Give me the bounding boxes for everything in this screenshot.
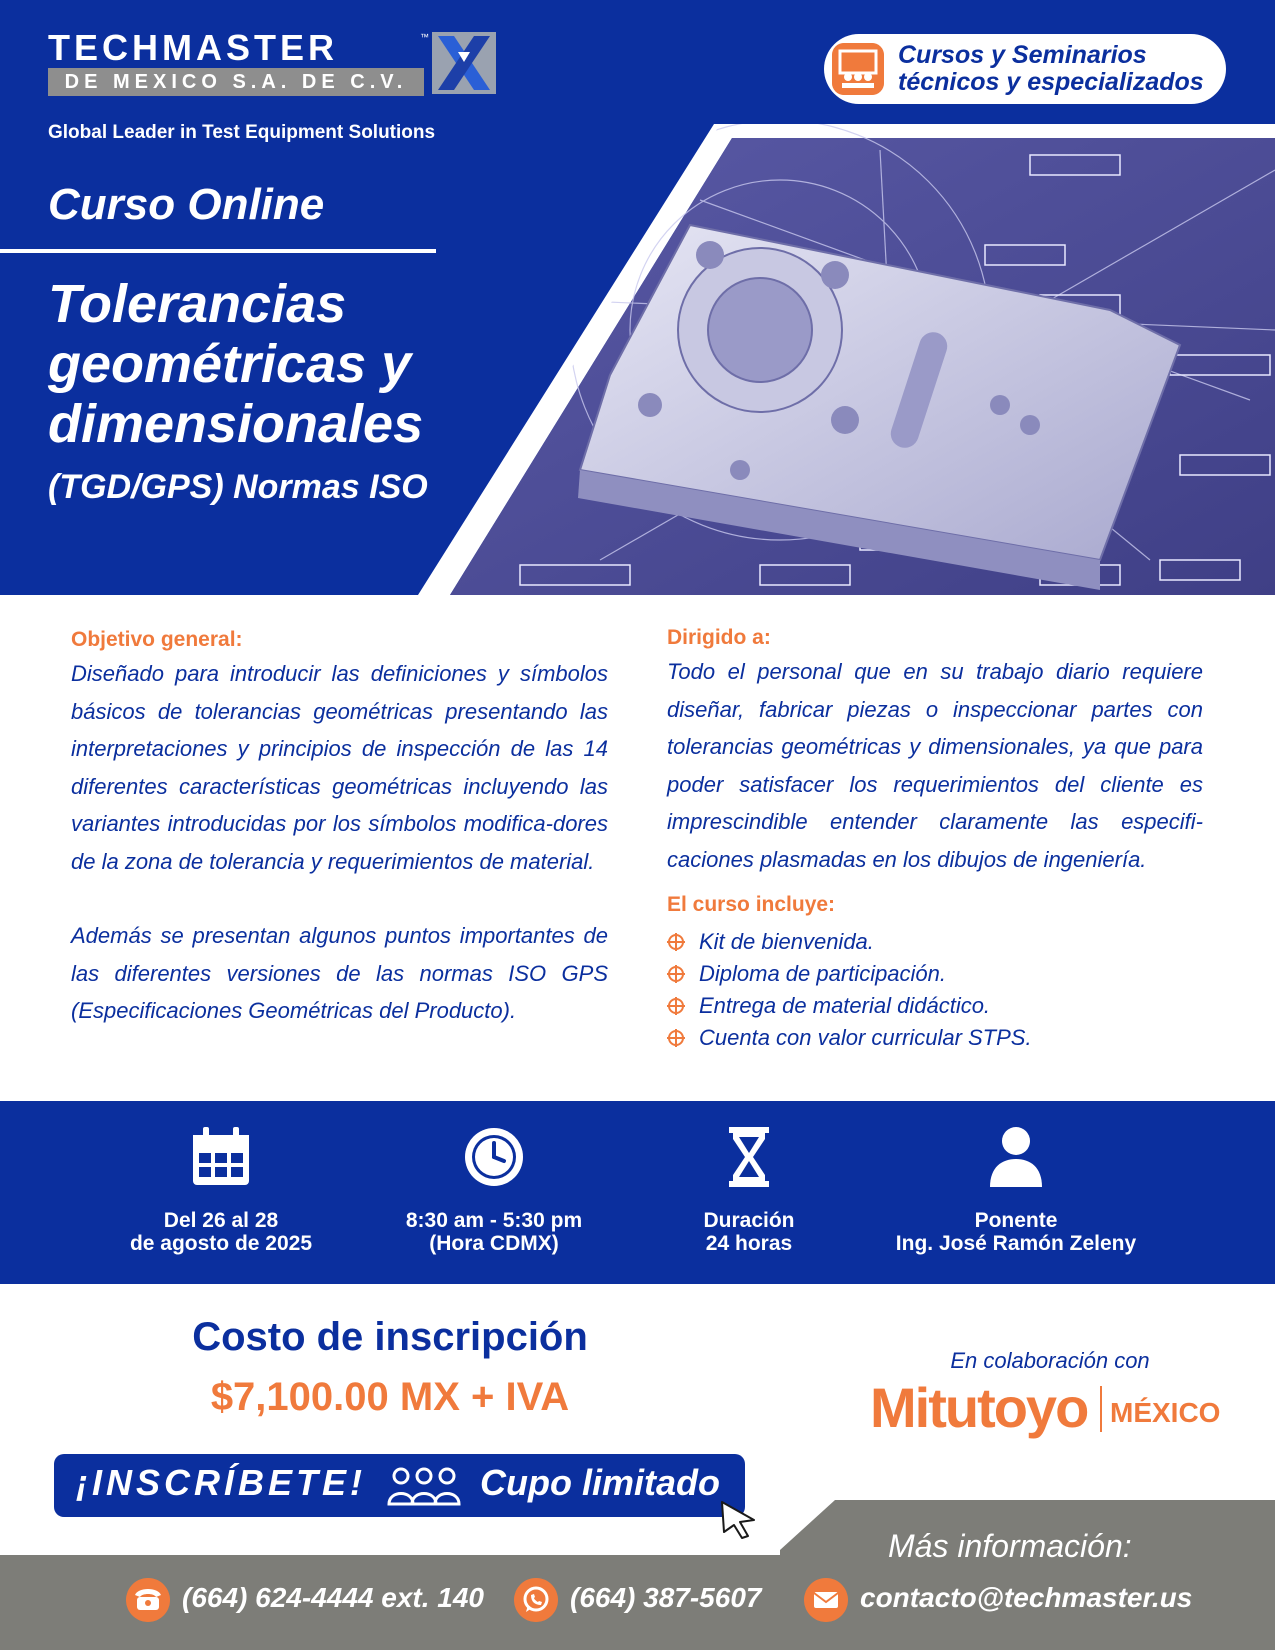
badge-line1: Cursos y Seminarios [898,41,1147,69]
list-item [667,958,1203,990]
includes-item-label: Entrega de material didáctico. [699,993,991,1018]
audience-section [667,623,1203,1054]
logo-divider [1100,1386,1102,1432]
includes-heading: El curso incluye: [667,893,836,916]
target-bullet-icon [667,1029,685,1047]
speaker-line1: Ponente [974,1209,1058,1232]
cost-title: Costo de inscripción [192,1315,588,1359]
footer-background [0,1500,1275,1650]
audience-text: Todo el personal que en su trabajo diario requiere diseñar, fabricar piezas o inspeccionar partes con tolerancias geométricas y dimensionales, ya que para poder satisfacer los requerimientos del cliente es imprescindible entender claramente las especifi-caciones plasmadas en los dibujos de ingeniería. [667,659,1203,872]
objective-text: Diseñado para introducir las definiciones y símbolos básicos de tolerancias geométricas presentando las interpretaciones y principios de inspección de las 14 diferentes características geométricas incluyendo las variantes introducidas por los símbolos modifica-dores de la zona de tolerancia y requerimientos de material. [71,661,608,874]
dates-line2: de agosto de 2025 [129,1232,313,1255]
course-title-line1: Tolerancias [48,274,347,334]
partner-region: MÉXICO [1110,1397,1221,1428]
dates-line1: Del 26 al 28 [163,1209,279,1232]
clock-icon [462,1125,526,1189]
includes-item-label: Cuenta con valor curricular STPS. [699,1025,1032,1050]
includes-item-label: Diploma de participación. [699,961,947,986]
target-bullet-icon [667,997,685,1015]
objective-text-2: Además se presentan algunos puntos importantes de las diferentes versiones de las normas ISO GPS (Especificaciones Geométricas del Producto). [71,923,608,1023]
duration-line2: 24 horas [705,1232,793,1255]
objective-section [71,625,608,1030]
hero-banner [0,0,1275,595]
cost-price: $7,100.00 MX + IVA [210,1375,570,1419]
teacher-presentation-icon [832,43,884,95]
course-title-line3: dimensionales [48,394,424,454]
phone-icon [126,1578,170,1622]
includes-list [667,926,1203,1054]
phone-contact[interactable] [126,1578,486,1622]
mitutoyo-logo[interactable] [870,1378,1230,1438]
duration-line1: Duración [703,1209,795,1232]
target-bullet-icon [667,933,685,951]
schedule-line1: 8:30 am - 5:30 pm [405,1209,583,1232]
includes-item-label: Kit de bienvenida. [699,929,874,954]
info-duration [599,1125,899,1255]
course-details-band [0,1101,1275,1284]
objective-heading: Objetivo general: [71,628,243,651]
calendar-icon [189,1125,253,1189]
list-item [667,1022,1203,1054]
list-item [667,990,1203,1022]
schedule-line2: (Hora CDMX) [429,1232,559,1255]
email-address: contacto@techmaster.us [860,1582,1193,1613]
register-label: ¡INSCRÍBETE! [76,1462,366,1503]
speaker-line2: Ing. José Ramón Zeleny [895,1232,1137,1255]
cursor-pointer-icon [718,1498,760,1540]
logo-subtitle: DE MEXICO S.A. DE C.V. [48,68,424,96]
partner-name: Mitutoyo [870,1376,1088,1439]
target-bullet-icon [667,965,685,983]
logo-x-icon [432,32,496,94]
hourglass-icon [717,1125,781,1189]
whatsapp-number: (664) 387-5607 [570,1582,762,1613]
courses-badge [824,34,1226,104]
whatsapp-icon [514,1578,558,1622]
info-speaker [866,1125,1166,1255]
hero-divider [0,249,436,253]
limited-seats-label: Cupo limitado [480,1462,720,1503]
whatsapp-contact[interactable] [514,1578,774,1622]
course-subtitle: (TGD/GPS) Normas ISO [48,468,428,506]
logo-wordmark: TECHMASTER [48,27,338,68]
course-title [48,274,423,454]
more-info-heading: Más información: [888,1528,1132,1564]
email-contact[interactable] [804,1578,1193,1622]
person-icon [984,1125,1048,1189]
audience-heading: Dirigido a: [667,626,771,649]
badge-line2: técnicos y especializados [898,68,1204,96]
phone-number: (664) 624-4444 ext. 140 [182,1582,484,1613]
course-format: Curso Online [48,180,325,229]
logo-tagline: Global Leader in Test Equipment Solutions [48,122,436,143]
techmaster-logo[interactable] [48,27,498,143]
list-item [667,926,1203,958]
collaboration-label: En colaboración con [950,1348,1150,1373]
email-icon [804,1578,848,1622]
trademark-symbol: ™ [420,32,429,42]
info-dates [71,1125,371,1255]
course-title-line2: geométricas y [48,334,412,394]
